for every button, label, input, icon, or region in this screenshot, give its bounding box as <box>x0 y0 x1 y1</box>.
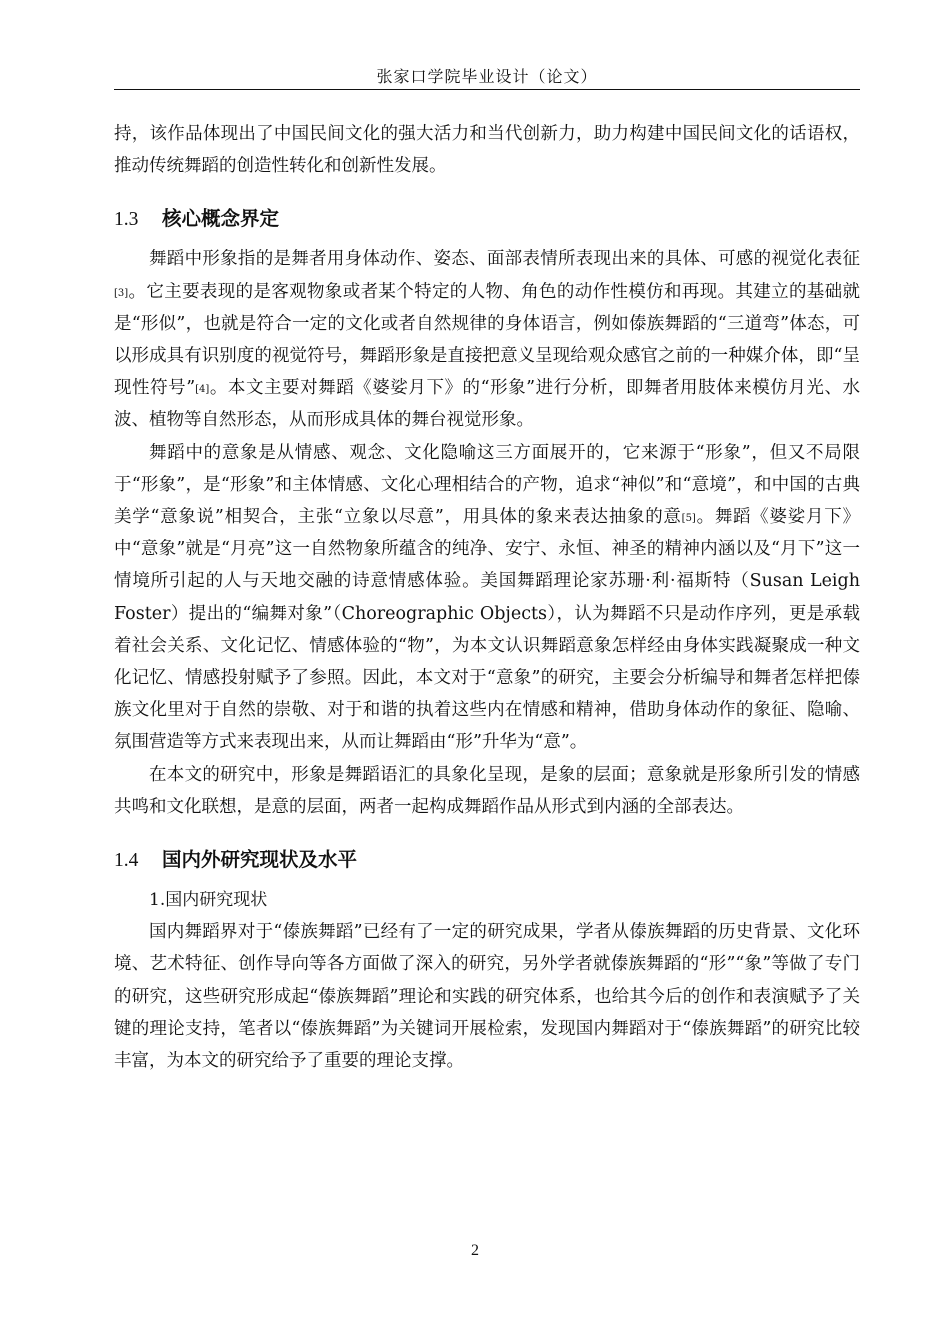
section-title: 国内外研究现状及水平 <box>162 848 358 872</box>
citation: [4] <box>195 384 210 396</box>
page-number: 2 <box>471 1242 479 1259</box>
header-rule <box>114 89 860 90</box>
paragraph-continued: 持，该作品体现出了中国民间文化的强大活力和当代创新力，助力构建中国民间文化的话语权，推动传统舞蹈的创造性转化和创新性发展。 <box>114 124 860 177</box>
citation: [5] <box>681 513 696 525</box>
paragraph-domestic-research: 国内舞蹈界对于“傣族舞蹈”已经有了一定的研究成果，学者从傣族舞蹈的历史背景、文化环境、艺术特征、创作导向等各方面做了深入的研究，另外学者就傣族舞蹈的“形”“象”等做了专门的研究，这些研究形成起“傣族舞蹈”理论和实践的研究体系，也给其今后的创作和表演赋予了关键的理论支持，笔者以“傣族舞蹈”为关键词开展检索，发现国内舞蹈对于“傣族舞蹈”的研究比较丰富，为本文的研究给予了重要的理论支撑。 <box>114 922 860 1072</box>
page-content <box>114 118 860 1077</box>
section-title: 核心概念界定 <box>162 207 280 231</box>
section-number: 1.4 <box>114 850 139 872</box>
paragraph-imagery-definition: 舞蹈中的意象是从情感、观念、文化隐喻这三方面展开的，它来源于“形象”，但又不局限于“形象”，是“形象”和主体情感、文化心理相结合的产物，追求“神似”和“意境”，和中国的古典美学“意象说”相契合，主张“立象以尽意”，用具体的象来表达抽象的意[5]。舞蹈《婆娑月下》中“意象”就是“月亮”这一自然物象所蕴含的纯净、安宁、永恒、神圣的精神内涵以及“月下”这一情境所引起的人与天地交融的诗意情感体验。美国舞蹈理论家苏珊·利·福斯特（Susan Leigh Foster）提出的“编舞对象”（Choreographic Objects），认为舞蹈不只是动作序列，更是承载着社会关系、文化记忆、情感体验的“物”，为本文认识舞蹈意象怎样经由身体实践凝聚成一种文化记忆、情感投射赋予了参照。因此，本文对于“意象”的研究，主要会分析编导和舞者怎样把傣族文化里对于自然的崇敬、对于和谐的执着这些内在情感和精神，借助身体动作的象征、隐喻、氛围营造等方式来表现出来，从而让舞蹈由“形”升华为“意”。 <box>114 442 860 753</box>
paragraph-image-definition: 舞蹈中形象指的是舞者用身体动作、姿态、面部表情所表现出来的具体、可感的视觉化表征[3]。它主要表现的是客观物象或者某个特定的人物、角色的动作性模仿和再现。其建立的基础就是“形似”，也就是符合一定的文化或者自然规律的身体语言，例如傣族舞蹈的“三道弯”体态，可以形成具有识别度的视觉符号，舞蹈形象是直接把意义呈现给观众感官之前的一种媒介体，即“呈现性符号”[4]。本文主要对舞蹈《婆娑月下》的“形象”进行分析，即舞者用肢体来模仿月光、水波、植物等自然形态，从而形成具体的舞台视觉形象。 <box>114 249 860 431</box>
section-heading-1-4 <box>114 844 860 877</box>
section-heading-1-3 <box>114 203 860 236</box>
section-number: 1.3 <box>114 209 139 231</box>
citation: [3] <box>114 287 129 299</box>
page-header: 张家口学院毕业设计（论文） <box>376 67 598 86</box>
subheading-domestic-research: 1.国内研究现状 <box>149 890 268 911</box>
paragraph-summary: 在本文的研究中，形象是舞蹈语汇的具象化呈现，是象的层面；意象就是形象所引发的情感共鸣和文化联想，是意的层面，两者一起构成舞蹈作品从形式到内涵的全部表达。 <box>114 764 860 817</box>
